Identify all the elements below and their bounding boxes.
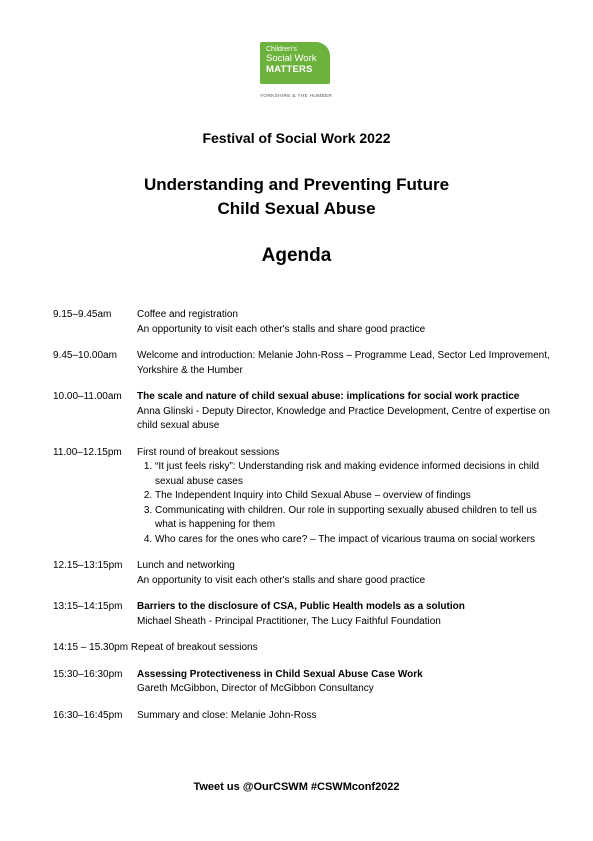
agenda-content [137,559,553,588]
agenda-time: 15:30–16:30pm [53,668,123,680]
agenda-detail: Michael Sheath - Principal Practitioner, The Lucy Faithful Foundation [137,615,441,627]
agenda-item [53,641,553,656]
agenda-detail: Anna Glinski - Deputy Director, Knowledge and Practice Development, Centre of expertise on child sexual abuse [137,405,550,431]
agenda-content [137,600,553,629]
logo-line-1: Children's [266,46,297,53]
event-name: Festival of Social Work 2022 [202,130,391,146]
tweet-line: Tweet us @OurCSWM #CSWMconf2022 [193,781,400,793]
agenda-time: 10.00–11.00am [53,391,122,402]
agenda-item [53,709,553,724]
agenda-time: 9.45–10.00am [53,350,117,361]
agenda-time: 16:30–16:45pm [53,709,123,721]
logo-badge [260,42,330,84]
logo-subtitle: YORKSHIRE & THE HUMBER [259,94,333,99]
agenda-time: 11.00–12.15pm [53,446,122,458]
page-title [0,173,593,221]
agenda-title: Barriers to the disclosure of CSA, Public Health models as a solution [137,601,465,612]
breakout-session: 3. Communicating with children. Our role in supporting sexually abused children to tell us what is happening for them [155,504,553,533]
agenda-title: Repeat of breakout sessions [130,642,258,653]
agenda-title: Assessing Protectiveness in Child Sexual Abuse Case Work [137,668,423,680]
agenda-item [53,349,553,378]
agenda-heading: Agenda [261,245,332,266]
breakout-session-list [137,460,553,547]
agenda-time: 13:15–14:15pm [53,601,123,612]
agenda-title: Lunch and networking [137,560,235,571]
agenda-detail: Gareth McGibbon, Director of McGibbon Consultancy [137,683,374,694]
agenda-item [53,446,553,548]
agenda-content [137,709,553,724]
agenda-content [137,668,553,697]
agenda-content [137,308,553,337]
agenda-time: 12.15–13:15pm [53,560,123,571]
agenda-time: 14:15 – 15.30pm [53,642,129,653]
agenda-item [53,600,553,629]
logo-line-3: MATTERS [266,64,313,75]
agenda-item [53,559,553,588]
breakout-session: 1. “It just feels risky”: Understanding risk and making evidence informed decisions in child sexual abuse cases [155,460,553,489]
breakout-session: 2. The Independent Inquiry into Child Sexual Abuse – overview of findings [155,489,553,504]
agenda-item [53,308,553,337]
page-title-line-2: Child Sexual Abuse [217,199,376,218]
logo-line-2: Social Work [266,53,317,64]
page-title-line-1: Understanding and Preventing Future [143,175,450,194]
agenda-detail: An opportunity to visit each other's stalls and share good practice [137,574,426,586]
agenda-title: Welcome and introduction: Melanie John-Ross – Programme Lead, Sector Led Improvement, Yorkshire & the Humber [137,350,550,376]
agenda-item [53,668,553,697]
agenda-list [53,308,553,735]
agenda-content [137,390,553,434]
agenda-title: Coffee and registration [137,309,238,320]
agenda-title: The scale and nature of child sexual abuse: implications for social work practice [137,391,520,402]
agenda-detail: An opportunity to visit each other's stalls and share good practice [137,323,426,335]
agenda-item [53,390,553,434]
agenda-content [53,641,553,656]
agenda-content [137,446,553,548]
agenda-title: First round of breakout sessions [137,446,280,458]
logo [256,42,336,99]
agenda-title: Summary and close: Melanie John-Ross [137,709,317,721]
breakout-session: 4. Who cares for the ones who care? – The impact of vicarious trauma on social workers [155,533,553,548]
agenda-time: 9.15–9.45am [53,309,112,320]
agenda-content [137,349,553,378]
